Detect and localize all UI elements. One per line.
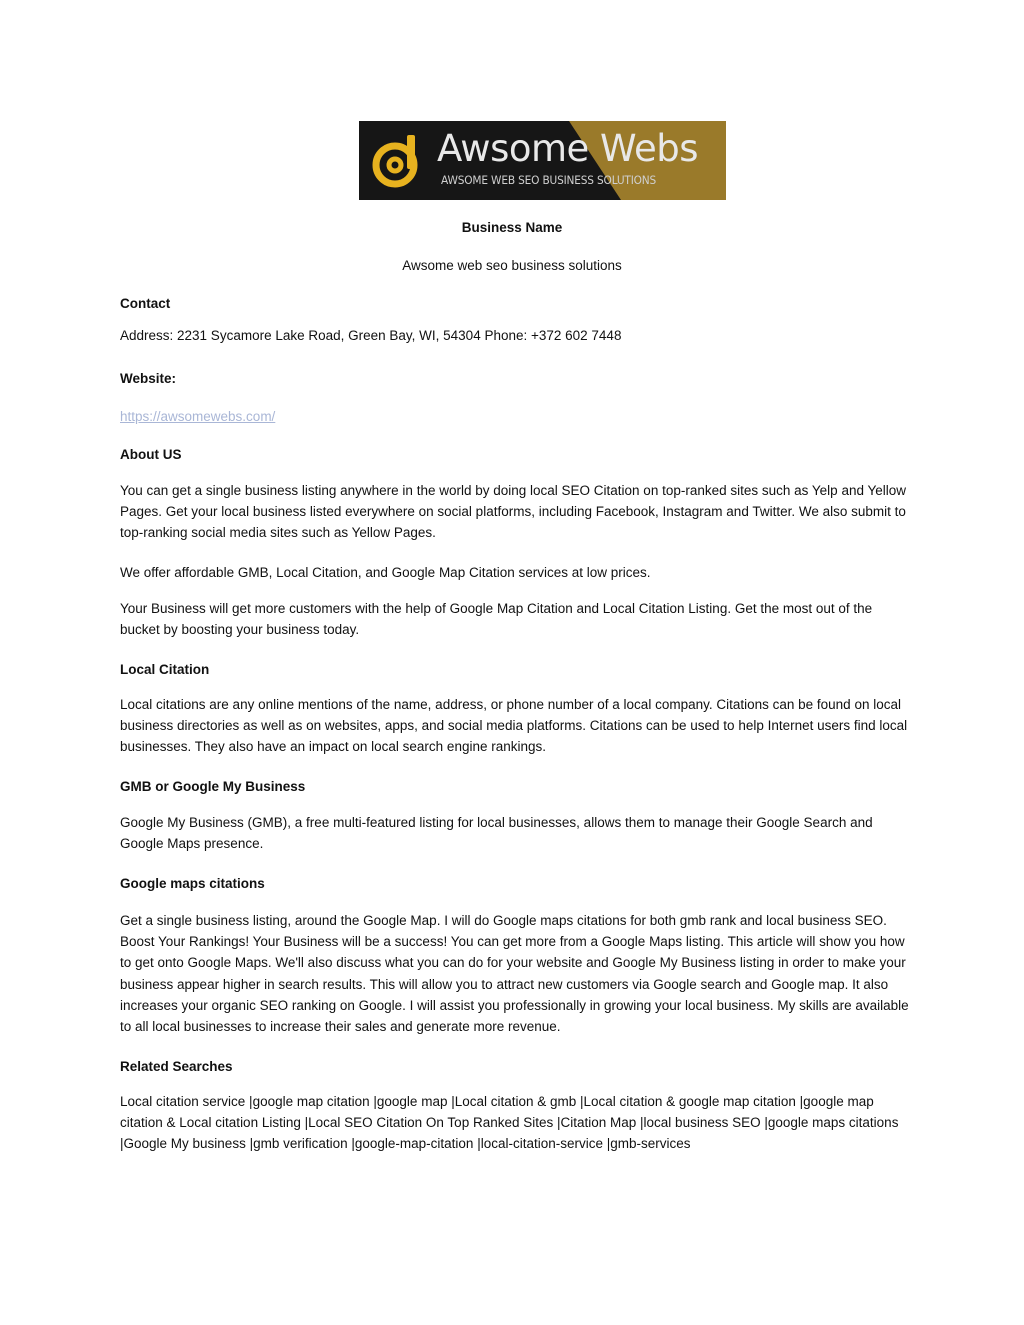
company-logo xyxy=(359,121,726,200)
related-searches-heading: Related Searches xyxy=(120,1059,233,1074)
google-maps-heading: Google maps citations xyxy=(120,876,265,891)
about-heading: About US xyxy=(120,447,182,462)
about-paragraph-3: Your Business will get more customers with the help of Google Map Citation and Local Citation Listing. Get the most out of the bucket by boosting your business today. xyxy=(120,601,873,638)
gmb-heading: GMB or Google My Business xyxy=(120,779,306,794)
website-heading: Website: xyxy=(120,371,177,386)
local-citation-paragraph: Local citations are any online mentions of the name, address, or phone number of a local company. Citations can be found on local business directories as well as on websites, apps, and social media platforms. Citations can be used to help Internet users find local businesses. They also have an impact on local search engine rankings. xyxy=(120,697,908,755)
contact-heading: Contact xyxy=(120,296,171,311)
google-maps-paragraph: Get a single business listing, around the Google Map. I will do Google maps citations for both gmb rank and local business SEO. Boost Your Rankings! Your Business will be a success! You can get more from a Google Maps listing. This article will show you how to get onto Google Maps. We'll also discuss what you can do for your website and Google My Business listing in order to make your business appear higher in search results. This will allow you to attract new customers via Google search and Google map. It also increases your organic SEO ranking on Google. I will assist you professionally in growing your local business. My skills are available to all local businesses to increase their sales and generate more revenue. xyxy=(120,913,909,1035)
about-paragraph-1: You can get a single business listing anywhere in the world by doing local SEO Citation on top-ranked sites such as Yelp and Yellow Pages. Get your local business listed everywhere on social platforms, including Facebook, Instagram and Twitter. We also submit to top-ranking social media sites such as Yellow Pages. xyxy=(120,483,906,541)
business-name-heading: Business Name xyxy=(461,220,563,235)
logo-tagline: AWSOME WEB SEO BUSINESS SOLUTIONS xyxy=(441,173,657,187)
logo-d-mark-icon xyxy=(369,131,425,191)
business-name-value: Awsome web seo business solutions xyxy=(402,258,622,273)
local-citation-heading: Local Citation xyxy=(120,662,210,677)
gmb-paragraph: Google My Business (GMB), a free multi-featured listing for local businesses, allows them to manage their Google Search and Google Maps presence. xyxy=(120,815,873,852)
website-link[interactable]: https://awsomewebs.com/ xyxy=(120,409,276,424)
about-paragraph-2: We offer affordable GMB, Local Citation, and Google Map Citation services at low prices. xyxy=(120,565,651,580)
related-searches-paragraph: Local citation service |google map citation |google map |Local citation & gmb |Local citation & google map citation |google map citation & Local citation Listing |Local SEO Citation On Top Ranked Sites |Citation Map |local business SEO |google maps citations |Google My business |gmb verification |google-map-citation |local-citation-service |gmb-services xyxy=(120,1094,899,1152)
contact-address: Address: 2231 Sycamore Lake Road, Green Bay, WI, 54304 Phone: +372 602 7448 xyxy=(120,328,622,343)
logo-title: Awsome Webs xyxy=(437,127,698,170)
